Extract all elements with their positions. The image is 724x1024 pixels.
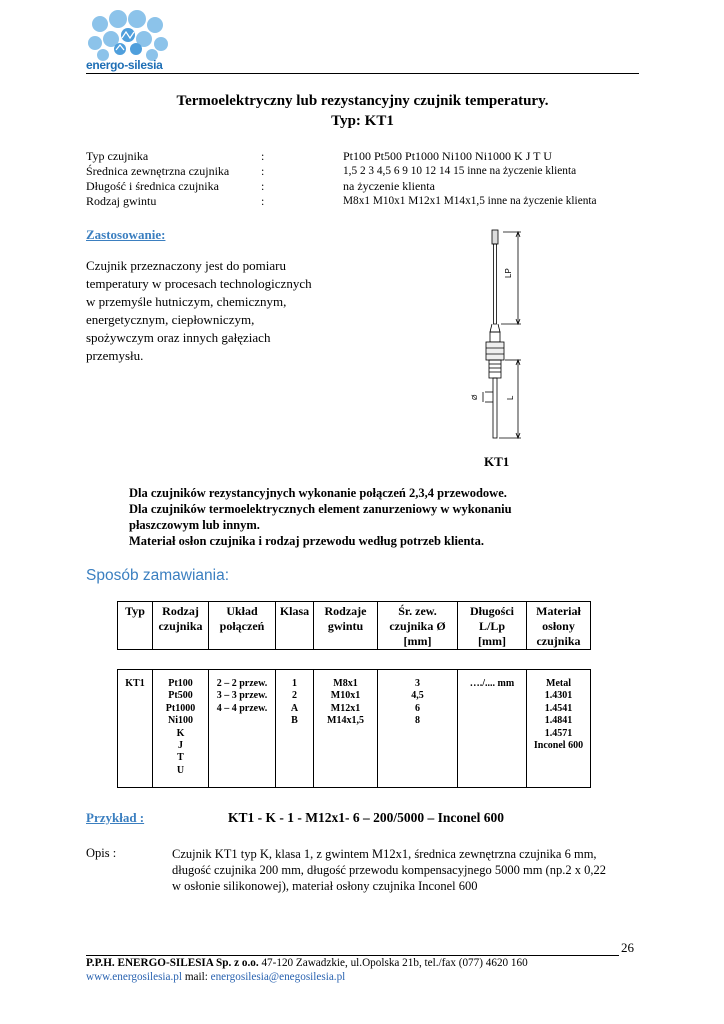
value-cell-diameter: 3 4,5 6 8 — [378, 670, 458, 788]
dimension-diameter-label: Ø — [472, 394, 479, 400]
example-code: KT1 - K - 1 - M12x1- 6 – 200/5000 – Inconel 600 — [228, 810, 504, 825]
description-line: Czujnik przeznaczony jest do pomiaru — [86, 258, 286, 273]
spec-value: 1,5 2 3 4,5 6 9 10 12 14 15 inne na życzenie klienta — [343, 165, 577, 177]
description-line: spożywczym oraz innych gałęziach — [86, 330, 271, 345]
spec-colon: : — [261, 149, 265, 163]
note-line: Materiał osłon czujnika i rodzaj przewodu według potrzeb klienta. — [129, 534, 484, 548]
dimension-l-label: L — [506, 395, 515, 400]
ordering-values-table — [117, 669, 591, 788]
description-line: przemysłu. — [86, 348, 144, 363]
header-cell-diameter: Śr. zew. czujnika Ø [mm] — [378, 602, 458, 650]
header-cell-material: Materiał osłony czujnika — [527, 602, 591, 650]
page-title: Termoelektryczny lub rezystancyjny czujnik temperatury. — [176, 93, 549, 109]
spec-label: Średnica zewnętrzna czujnika — [86, 164, 230, 178]
description-line: w osłonie silikonowej), materiał osłony czujnika Inconel 600 — [172, 879, 478, 893]
note-line: płaszczowym lub innym. — [129, 518, 260, 532]
description-label: Opis : — [86, 846, 117, 860]
description-line: temperatury w procesach technologicznych — [86, 276, 312, 291]
value-cell-class: 1 2 A B — [276, 670, 314, 788]
spec-label: Długość i średnica czujnika — [86, 179, 219, 193]
value-cell-type: KT1 — [118, 670, 153, 788]
value-cell-length: …./.... mm — [458, 670, 527, 788]
spec-colon: : — [261, 164, 265, 178]
email-link[interactable]: energosilesia@enegosilesia.pl — [210, 971, 346, 983]
company-address: 47-120 Zawadzkie, ul.Opolska 21b, tel./fax (077) 4620 160 — [258, 957, 528, 969]
page-number: 26 — [621, 940, 634, 955]
ordering-heading: Sposób zamawiania: — [86, 567, 230, 584]
spec-value: na życzenie klienta — [343, 179, 435, 193]
dimension-lp-label: LP — [504, 268, 513, 278]
spec-value: Pt100 Pt500 Pt1000 Ni100 Ni1000 K J T U — [343, 149, 552, 163]
spec-value: M8x1 M10x1 M12x1 M14x1,5 inne na życzenie klienta — [343, 195, 597, 207]
header-cell-sensor-kind: Rodzaj czujnika — [153, 602, 209, 650]
note-line: Dla czujników termoelektrycznych element zanurzeniowy w wykonaniu — [129, 502, 512, 516]
application-description — [86, 257, 356, 365]
page-subtitle: Typ: KT1 — [331, 113, 394, 129]
value-cell-connection: 2 – 2 przew. 3 – 3 przew. 4 – 4 przew. — [209, 670, 276, 788]
website-link[interactable]: www.energosilesia.pl — [86, 971, 183, 983]
footer-contact-line — [86, 971, 345, 983]
header-row — [118, 602, 591, 650]
note-line: Dla czujników rezystancyjnych wykonanie połączeń 2,3,4 przewodowe. — [129, 486, 507, 500]
mail-label: mail: — [182, 971, 211, 983]
header-cell-length: Długości L/Lp [mm] — [458, 602, 527, 650]
value-cell-thread: M8x1 M10x1 M12x1 M14x1,5 — [314, 670, 378, 788]
drawing-caption: KT1 — [484, 454, 510, 469]
header-rule — [86, 73, 639, 74]
description-line: w przemyśle hutniczym, chemicznym, — [86, 294, 287, 309]
spec-colon: : — [261, 179, 265, 193]
spec-colon: : — [261, 194, 265, 208]
company-name: P.P.H. ENERGO-SILESIA Sp. z o.o. — [86, 957, 259, 969]
value-cell-sensor-kind: Pt100 Pt500 Pt1000 Ni100 K J T U — [153, 670, 209, 788]
footer-company-line — [86, 957, 528, 969]
table-row — [118, 670, 591, 788]
notes-block — [129, 485, 512, 549]
footer-rule — [86, 955, 619, 956]
description-text — [172, 846, 662, 894]
description-line: energetycznym, ciepłowniczym, — [86, 312, 255, 327]
header-cell-thread: Rodzaje gwintu — [314, 602, 378, 650]
value-cell-material: Metal 1.4301 1.4541 1.4841 1.4571 Inconel 600 — [527, 670, 591, 788]
ordering-header-table — [117, 601, 591, 650]
description-line: długość czujnika 200 mm, długość przewodu kompensacyjnego 5000 mm (np.2 x 0,22 — [172, 863, 606, 877]
logo-text: energo-silesia — [86, 58, 163, 72]
sensor-drawing — [465, 228, 525, 450]
description-line: Czujnik KT1 typ K, klasa 1, z gwintem M12x1, średnica zewnętrzna czujnika 6 mm, — [172, 847, 597, 861]
header-cell-class: Klasa — [276, 602, 314, 650]
spec-label: Typ czujnika — [86, 149, 149, 163]
header-cell-connection: Układ połączeń — [209, 602, 276, 650]
application-heading: Zastosowanie: — [86, 227, 166, 242]
example-label: Przykład : — [86, 810, 145, 825]
header-cell-type: Typ — [118, 602, 153, 650]
spec-label: Rodzaj gwintu — [86, 194, 157, 208]
